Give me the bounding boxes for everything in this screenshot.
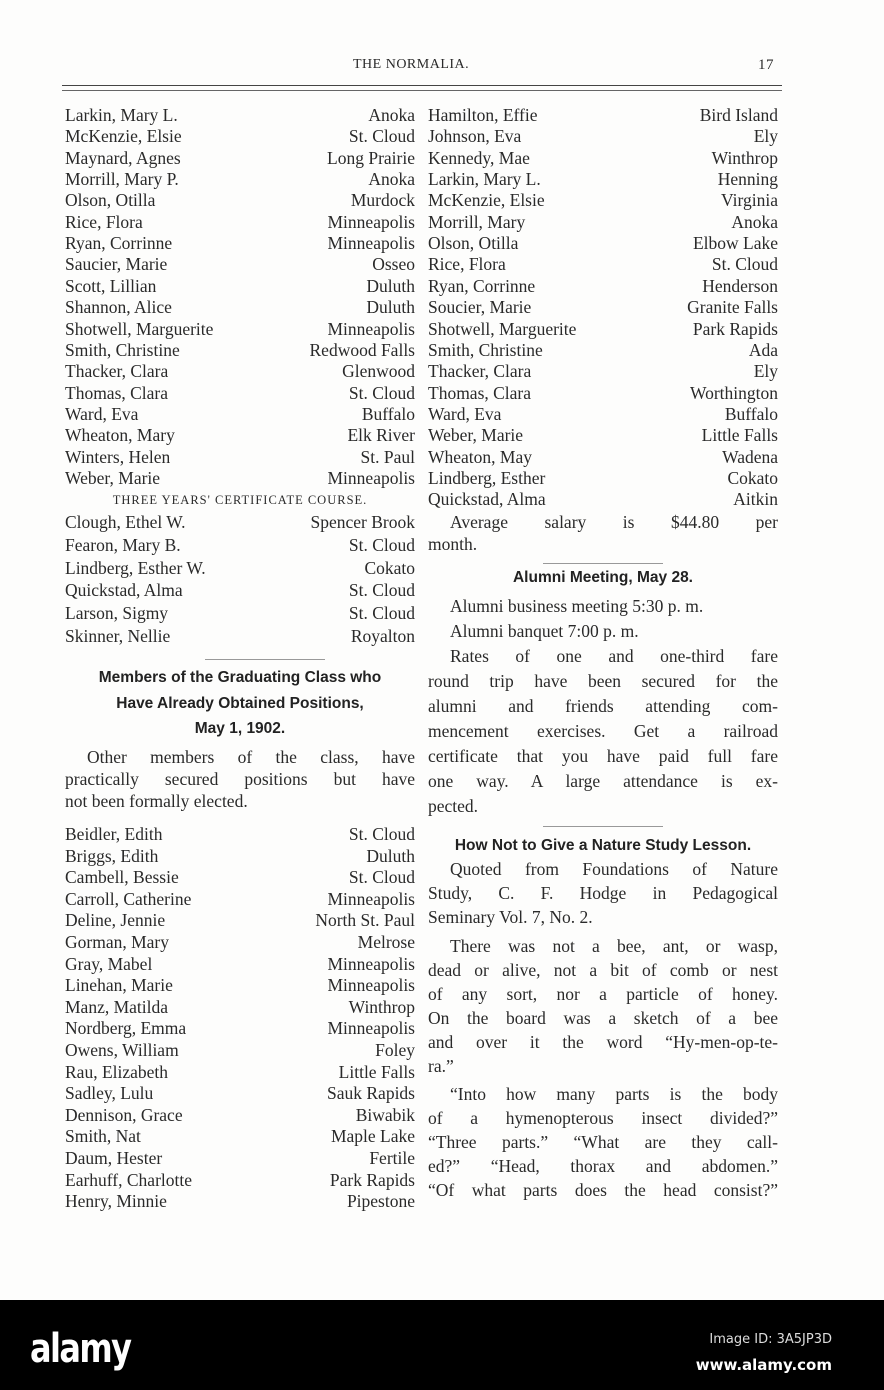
person-name: Lindberg, Esther W.	[65, 557, 206, 578]
person-name: Rice, Flora	[428, 254, 506, 275]
list-row	[428, 446, 778, 468]
town: North St. Paul	[315, 910, 415, 931]
town: Foley	[375, 1040, 415, 1060]
person-name: Morrill, Mary P.	[65, 169, 179, 190]
watermark-site: www.alamy.com	[695, 1356, 832, 1374]
paragraph-line: round trip have been secured for the	[428, 671, 778, 691]
town: Anoka	[731, 211, 778, 232]
person-name: Rice, Flora	[65, 211, 143, 232]
paragraph-line: There was not a bee, ant, or wasp,	[450, 936, 778, 956]
town: Biwabik	[355, 1104, 415, 1125]
person-name: Deline, Jennie	[65, 910, 166, 931]
list-row	[428, 296, 778, 318]
town: Spencer Brook	[310, 512, 415, 532]
list-row	[65, 168, 415, 190]
list-row	[65, 996, 415, 1018]
town: Sauk Rapids	[327, 1083, 415, 1104]
person-name: Briggs, Edith	[65, 845, 159, 866]
person-name: Smith, Christine	[428, 339, 543, 360]
paragraph-line: of a hymenopterous insect divided?”	[428, 1108, 778, 1128]
list-row	[65, 424, 415, 446]
person-name: Ryan, Corrinne	[428, 275, 536, 296]
town: Minneapolis	[327, 233, 415, 254]
person-name: Dennison, Grace	[65, 1104, 183, 1125]
town: Little Falls	[338, 1061, 415, 1082]
list-row	[65, 104, 415, 126]
town: St. Cloud	[711, 254, 778, 275]
paragraph-line: one way. A large attendance is ex-	[428, 771, 778, 791]
person-name: Clough, Ethel W.	[65, 512, 186, 532]
town: St. Cloud	[348, 580, 415, 601]
town: St. Cloud	[348, 126, 415, 147]
town: Melrose	[357, 932, 415, 952]
list-row	[65, 446, 415, 468]
town: Henderson	[702, 275, 778, 296]
town: Minneapolis	[327, 211, 415, 232]
person-name: Quickstad, Alma	[428, 489, 546, 510]
list-row	[65, 866, 415, 888]
person-name: Ward, Eva	[428, 403, 502, 424]
person-name: Thomas, Clara	[65, 382, 169, 403]
person-name: Rau, Elizabeth	[65, 1061, 169, 1082]
left-column	[65, 0, 415, 1300]
list-row	[65, 602, 415, 624]
paragraph-line: Seminary Vol. 7, No. 2.	[428, 907, 593, 927]
town: Elk River	[347, 425, 415, 446]
town: St. Cloud	[348, 603, 415, 624]
town: Worthington	[689, 382, 778, 403]
section-divider	[543, 826, 663, 827]
town: Murdock	[350, 190, 415, 211]
watermark-bar	[0, 1300, 884, 1390]
list-row	[428, 424, 778, 446]
town: Winthrop	[348, 996, 415, 1017]
paragraph-line: of any sort, nor a particle of honey.	[428, 984, 778, 1004]
person-name: Larkin, Mary L.	[428, 169, 541, 190]
list-row	[65, 296, 415, 318]
person-name: Smith, Nat	[65, 1126, 141, 1147]
list-row	[65, 823, 415, 845]
town: St. Cloud	[348, 867, 415, 888]
list-row	[65, 534, 415, 556]
person-name: Shotwell, Marguerite	[65, 318, 214, 339]
person-name: Gorman, Mary	[65, 932, 170, 952]
list-row	[428, 382, 778, 404]
list-row	[428, 211, 778, 233]
paragraph-line: On the board was a sketch of a bee	[428, 1008, 778, 1028]
town: Anoka	[368, 105, 415, 125]
list-row	[65, 360, 415, 382]
list-row	[65, 557, 415, 579]
person-name: McKenzie, Elsie	[428, 190, 545, 211]
town: Virginia	[721, 190, 778, 211]
paragraph-line: Alumni banquet 7:00 p. m.	[450, 621, 639, 641]
list-row	[428, 403, 778, 425]
person-name: Kennedy, Mae	[428, 147, 530, 168]
person-name: Maynard, Agnes	[65, 147, 181, 168]
list-row	[65, 579, 415, 601]
person-name: Sadley, Lulu	[65, 1083, 154, 1104]
town: Anoka	[368, 169, 415, 190]
town: Osseo	[372, 254, 415, 275]
town: Buffalo	[724, 403, 778, 424]
right-column	[428, 0, 778, 1300]
person-name: Thacker, Clara	[65, 361, 169, 382]
town: Cokato	[364, 557, 415, 578]
paragraph-line: Average salary is $44.80 per	[450, 512, 778, 532]
person-name: Johnson, Eva	[428, 126, 522, 147]
town: Bird Island	[699, 105, 778, 125]
person-name: Thacker, Clara	[428, 361, 532, 382]
list-row	[65, 625, 415, 647]
person-name: Larkin, Mary L.	[65, 105, 178, 125]
town: Long Prairie	[327, 147, 415, 168]
person-name: Quickstad, Alma	[65, 580, 183, 601]
town: Ely	[753, 361, 778, 382]
section-heading: Alumni Meeting, May 28.	[512, 569, 693, 586]
person-name: Weber, Marie	[65, 467, 161, 488]
person-name: Scott, Lillian	[65, 275, 157, 296]
list-row	[65, 253, 415, 275]
section-divider	[543, 563, 663, 564]
town: Minneapolis	[327, 975, 415, 996]
list-row	[428, 318, 778, 340]
town: Minneapolis	[327, 318, 415, 339]
town: St. Cloud	[348, 382, 415, 403]
section-heading: May 1, 1902.	[194, 720, 286, 737]
list-row	[65, 1169, 415, 1191]
person-name: Olson, Otilla	[428, 233, 519, 254]
list-row	[428, 147, 778, 169]
paragraph-line: mencement exercises. Get a railroad	[428, 721, 778, 741]
list-row	[65, 909, 415, 931]
section-heading: Have Already Obtained Positions,	[116, 694, 364, 712]
list-row	[65, 382, 415, 404]
list-row	[65, 953, 415, 975]
person-name: Larson, Sigmy	[65, 603, 169, 624]
person-name: Skinner, Nellie	[65, 626, 171, 646]
list-row	[428, 253, 778, 275]
town: Duluth	[366, 275, 415, 296]
town: Wadena	[722, 446, 778, 467]
person-name: Shotwell, Marguerite	[428, 318, 577, 339]
list-row	[65, 147, 415, 169]
list-row	[65, 1125, 415, 1147]
paragraph-line: not been formally elected.	[65, 791, 248, 811]
section-heading: Members of the Graduating Class who	[98, 669, 382, 686]
town: Pipestone	[346, 1191, 415, 1212]
town: Little Falls	[701, 425, 778, 446]
town: Buffalo	[361, 403, 415, 424]
list-row	[65, 403, 415, 425]
person-name: Hamilton, Effie	[428, 105, 538, 125]
town: Henning	[717, 169, 778, 190]
list-row	[428, 339, 778, 361]
town: Cokato	[727, 467, 778, 488]
person-name: Olson, Otilla	[65, 190, 156, 211]
list-row	[428, 360, 778, 382]
town: Minneapolis	[327, 467, 415, 488]
person-name: Thomas, Clara	[428, 382, 532, 403]
person-name: Henry, Minnie	[65, 1191, 167, 1212]
list-row	[65, 339, 415, 361]
list-row	[65, 1039, 415, 1061]
town: Elbow Lake	[692, 233, 778, 254]
person-name: Linehan, Marie	[65, 975, 173, 996]
paragraph-line: pected.	[428, 796, 479, 816]
person-name: McKenzie, Elsie	[65, 126, 182, 147]
paragraph-line: Alumni business meeting 5:30 p. m.	[450, 596, 704, 616]
list-row	[65, 845, 415, 867]
person-name: Wheaton, May	[428, 446, 532, 467]
list-row	[65, 211, 415, 233]
paragraph-line: Other members of the class, have	[87, 747, 415, 767]
paragraph-line: certificate that you have paid full fare	[428, 746, 778, 766]
town: Redwood Falls	[309, 339, 415, 360]
person-name: Manz, Matilda	[65, 996, 169, 1017]
list-row	[428, 232, 778, 254]
person-name: Soucier, Marie	[428, 297, 532, 318]
list-row	[65, 1190, 415, 1212]
paragraph-line: ra.”	[428, 1056, 454, 1076]
section-heading: How Not to Give a Nature Study Lesson.	[454, 837, 752, 854]
list-row	[65, 275, 415, 297]
town: Fertile	[369, 1148, 415, 1168]
list-row	[65, 1061, 415, 1083]
list-row	[65, 888, 415, 910]
list-row	[65, 1104, 415, 1126]
paragraph-line: month.	[428, 534, 478, 554]
running-title: THE NORMALIA.	[353, 57, 470, 72]
paragraph-line: ed?” “Head, thorax and abdomen.”	[428, 1156, 778, 1176]
list-row	[65, 1082, 415, 1104]
person-name: Lindberg, Esther	[428, 467, 546, 488]
list-row	[65, 931, 415, 953]
town: Aitkin	[733, 489, 778, 510]
person-name: Weber, Marie	[428, 425, 524, 446]
town: Minneapolis	[327, 1018, 415, 1039]
town: Granite Falls	[687, 297, 778, 318]
list-row	[65, 189, 415, 211]
person-name: Saucier, Marie	[65, 254, 168, 275]
town: Ely	[753, 126, 778, 147]
section-divider	[205, 659, 325, 660]
town: St. Cloud	[348, 824, 415, 844]
list-row	[65, 974, 415, 996]
person-name: Daum, Hester	[65, 1148, 163, 1168]
list-row	[65, 318, 415, 340]
person-name: Smith, Christine	[65, 339, 180, 360]
paragraph-line: “Into how many parts is the body	[450, 1084, 778, 1104]
paragraph-line: “Of what parts does the head consist?”	[428, 1180, 778, 1200]
paragraph-line: and over it the word “Hy-men-op-te-	[428, 1032, 778, 1052]
town: Royalton	[350, 626, 415, 646]
paragraph-line: Study, C. F. Hodge in Pedagogical	[428, 883, 778, 903]
list-row	[65, 232, 415, 254]
person-name: Morrill, Mary	[428, 211, 526, 232]
paragraph-line: “Three parts.” “What are they call-	[428, 1132, 778, 1152]
paragraph-line: Quoted from Foundations of Nature	[450, 859, 778, 879]
paragraph-line: alumni and friends attending com-	[428, 696, 778, 716]
town: Ada	[748, 339, 778, 360]
town: Park Rapids	[692, 318, 778, 339]
list-row	[65, 1147, 415, 1169]
person-name: Wheaton, Mary	[65, 425, 175, 446]
person-name: Shannon, Alice	[65, 297, 172, 318]
person-name: Owens, William	[65, 1040, 179, 1060]
person-name: Gray, Mabel	[65, 953, 153, 974]
town: St. Paul	[360, 446, 415, 467]
alamy-logo: alamy	[30, 1326, 131, 1372]
town: Winthrop	[711, 147, 778, 168]
list-row	[428, 168, 778, 190]
list-row	[428, 488, 778, 510]
subheading: THREE YEARS' CERTIFICATE COURSE.	[112, 493, 368, 507]
page-number: 17	[758, 57, 774, 73]
person-name: Nordberg, Emma	[65, 1018, 187, 1039]
list-row	[428, 467, 778, 489]
paragraph-line: dead or alive, not a bit of comb or nest	[428, 960, 778, 980]
list-row	[428, 189, 778, 211]
person-name: Beidler, Edith	[65, 824, 163, 844]
person-name: Ryan, Corrinne	[65, 233, 173, 254]
list-row	[65, 125, 415, 147]
list-row	[428, 104, 778, 126]
list-row	[65, 467, 415, 489]
town: Park Rapids	[329, 1169, 415, 1190]
list-row	[428, 275, 778, 297]
image-id: Image ID: 3A5JP3D	[709, 1332, 832, 1347]
town: Glenwood	[342, 361, 415, 382]
person-name: Earhuff, Charlotte	[65, 1169, 192, 1190]
paragraph-line: practically secured positions but have	[65, 769, 415, 789]
town: Duluth	[366, 845, 415, 866]
town: Minneapolis	[327, 888, 415, 909]
person-name: Ward, Eva	[65, 403, 139, 424]
person-name: Cambell, Bessie	[65, 867, 179, 888]
town: Duluth	[366, 297, 415, 318]
person-name: Fearon, Mary B.	[65, 534, 181, 555]
list-row	[428, 125, 778, 147]
town: Minneapolis	[327, 953, 415, 974]
paragraph-line: Rates of one and one-third fare	[450, 646, 778, 666]
person-name: Winters, Helen	[65, 446, 171, 467]
list-row	[65, 511, 415, 533]
town: St. Cloud	[348, 534, 415, 555]
list-row	[65, 1017, 415, 1039]
person-name: Carroll, Catherine	[65, 888, 192, 909]
town: Maple Lake	[330, 1126, 415, 1147]
